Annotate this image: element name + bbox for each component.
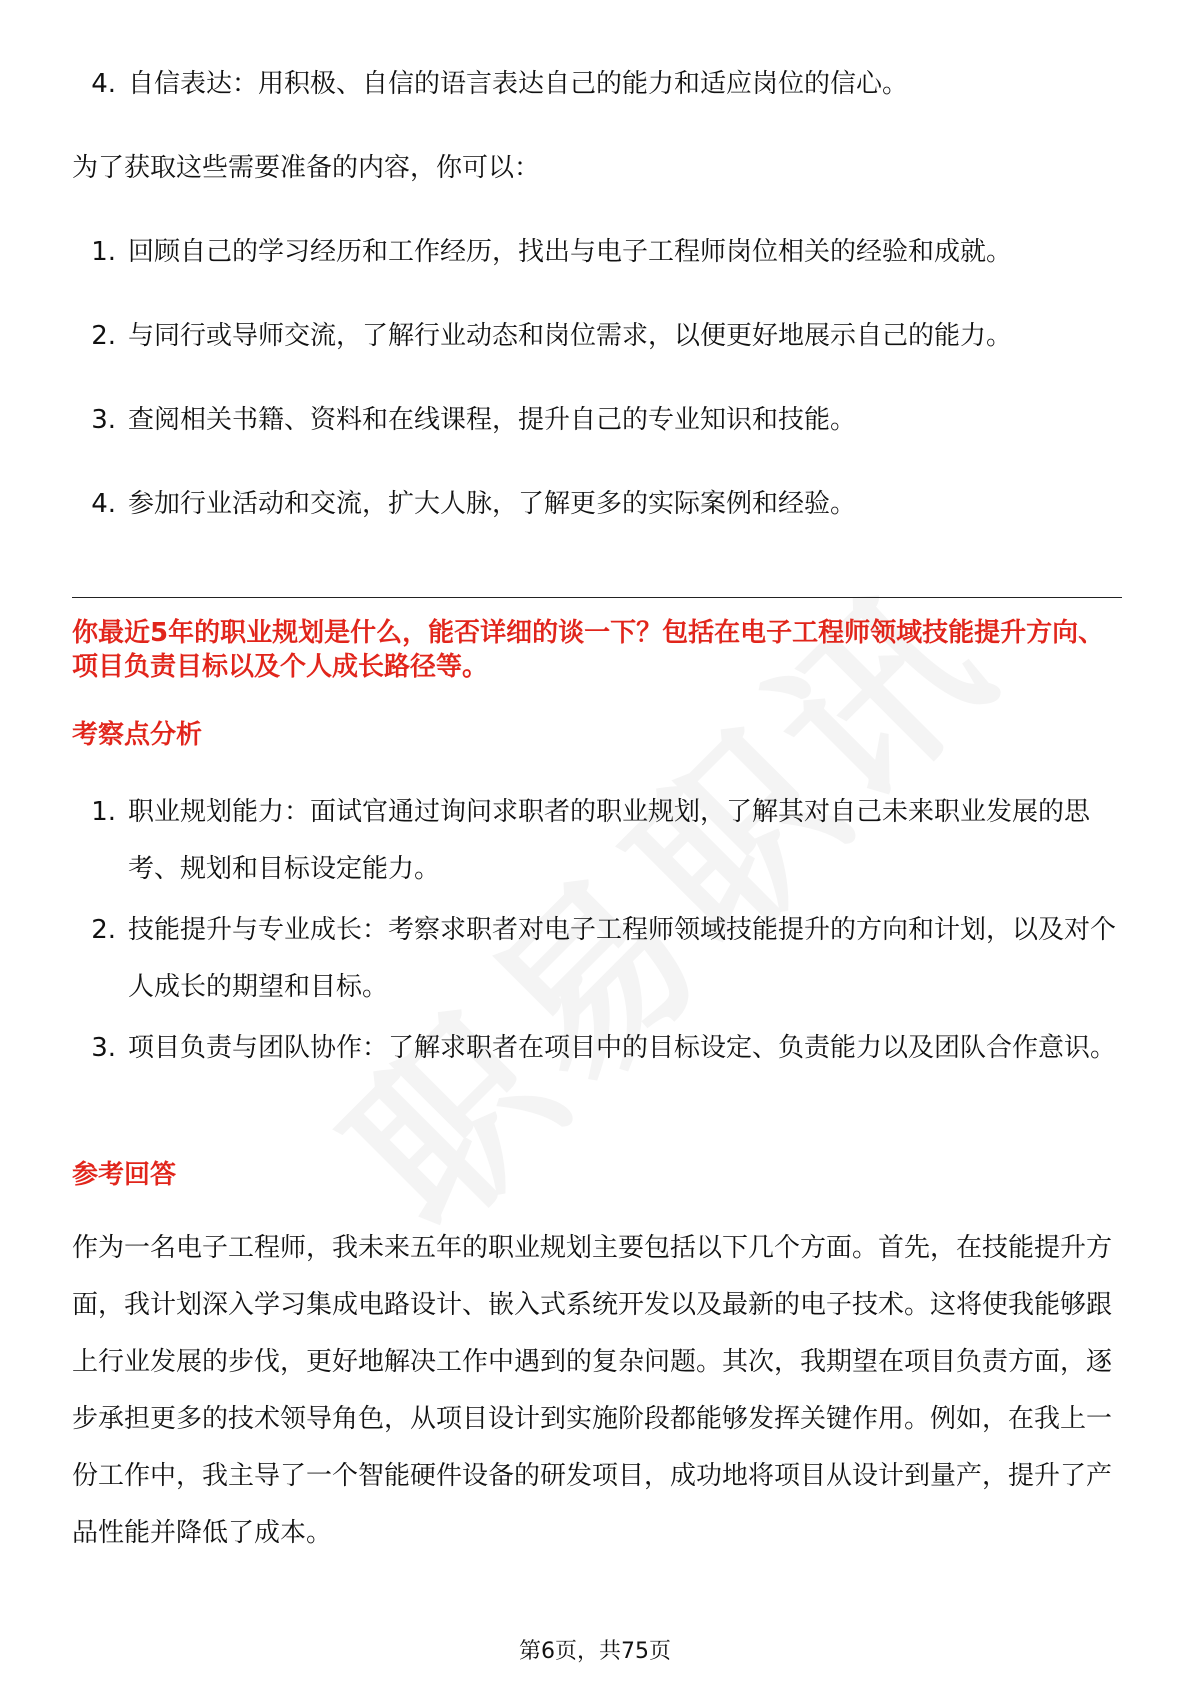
list-text: 查阅相关书籍、资料和在线课程，提升自己的专业知识和技能。 [128,405,857,435]
list-number: 1. [91,797,116,827]
list-number: 3. [91,405,116,435]
answer-text: 作为一名电子工程师，我未来五年的职业规划主要包括以下几个方面。首先，在技能提升方面，我计划深入学习集成电路设计、嵌入式系统开发以及最新的电子技术。这将使我能够跟上行业发展的步伐，更好地解决工作中遇到的复杂问题。其次，我期望在项目负责方面，逐步承担更多的技术领导角色，从项目设计到实施阶段都能够发挥关键作用。例如，在我上一份工作中，我主导了一个智能硬件设备的研发项目，成功地将项目从设计到量产，提升了产品性能并降低了成本。 [72,1233,1113,1548]
list-text: 与同行或导师交流，了解行业动态和岗位需求，以便更好地展示自己的能力。 [128,321,1013,351]
list-item [72,308,1122,365]
prep-list [72,224,1122,533]
list-text: 职业规划能力：面试官通过询问求职者的职业规划，了解其对自己未来职业发展的思考、规划和目标设定能力。 [128,797,1091,884]
list-item [72,784,1122,898]
list-text: 参加行业活动和交流，扩大人脉，了解更多的实际案例和经验。 [128,489,857,519]
list-number: 2. [91,321,116,351]
list-number: 3. [91,1033,116,1063]
section-divider [72,597,1122,598]
list-number: 4. [91,489,116,519]
analysis-title: 考察点分析 [72,720,203,750]
page-footer: 第6页，共75页 [519,1639,671,1664]
answer-paragraph [72,1220,1122,1562]
analysis-list [72,784,1122,1077]
list-text: 技能提升与专业成长：考察求职者对电子工程师领域技能提升的方向和计划，以及对个人成长的期望和目标。 [128,915,1117,1002]
list-text: 自信表达：用积极、自信的语言表达自己的能力和适应岗位的信心。 [128,69,909,99]
list-number: 4. [91,69,116,99]
list-item [72,392,1122,449]
list-item [72,56,1122,113]
list-item [72,1020,1122,1077]
list-item [72,476,1122,533]
list-item [72,902,1122,1016]
list-number: 1. [91,237,116,267]
list-item [72,224,1122,281]
list-text: 回顾自己的学习经历和工作经历，找出与电子工程师岗位相关的经验和成就。 [128,237,1013,267]
top-list [72,56,1122,113]
list-number: 2. [91,915,116,945]
list-text: 项目负责与团队协作：了解求职者在项目中的目标设定、负责能力以及团队合作意识。 [128,1033,1117,1063]
intro-paragraph [72,140,1122,197]
question-heading: 你最近5年的职业规划是什么，能否详细的谈一下？包括在电子工程师领域技能提升方向、项目负责目标以及个人成长路径等。 [72,618,1105,682]
intro-text: 为了获取这些需要准备的内容，你可以： [72,153,541,183]
answer-title: 参考回答 [72,1160,177,1190]
